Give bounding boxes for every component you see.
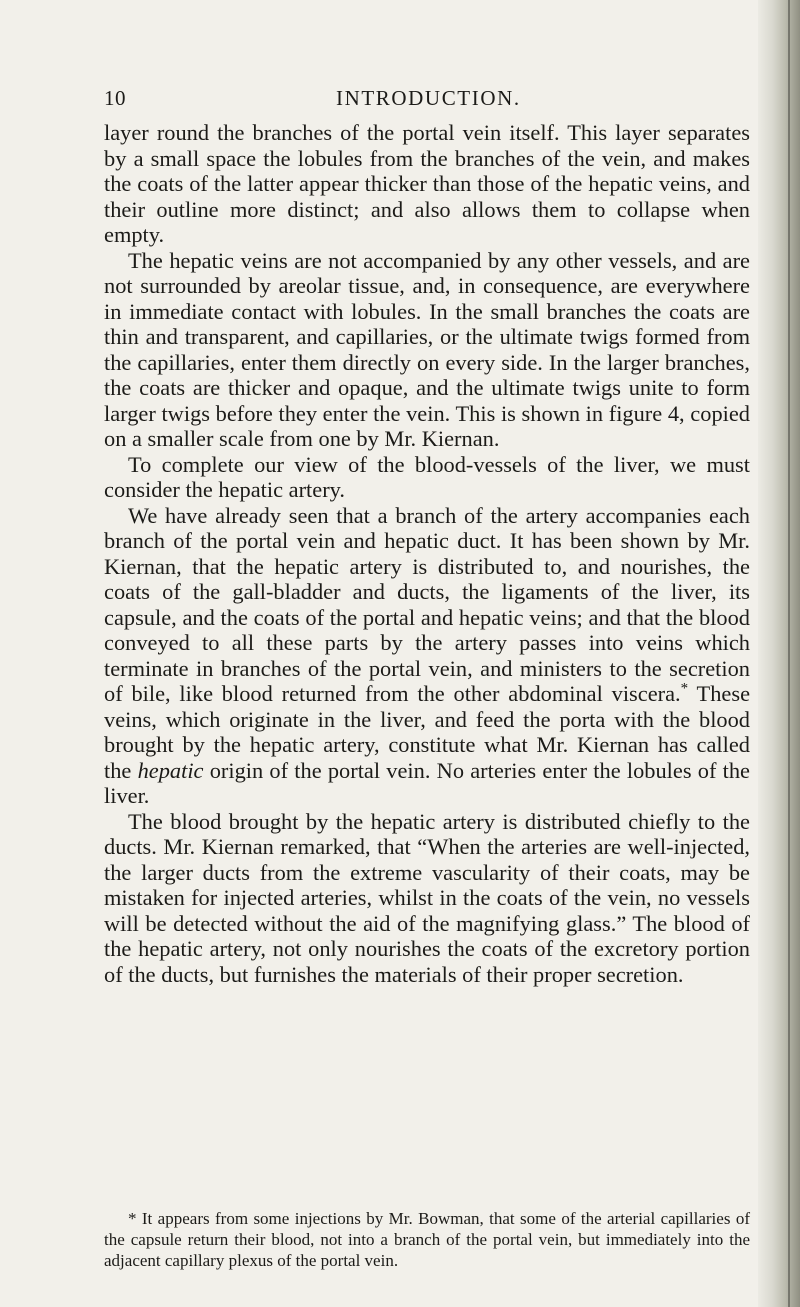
page-number: 10 — [104, 86, 126, 110]
footnote-reference: * — [680, 680, 689, 697]
paragraph-hepatic-veins: The hepatic veins are not accompanied by any other vessels, and are not surrounded by areolar tissue, and, in consequence, are everywhere in immediate contact with lobules. In the small branches the coats are thin and transparent, and capillaries, or the ultimate twigs formed from the capillaries, enter them directly on every side. In the larger branches, the coats are thicker and opaque, and the ultimate twigs unite to form larger twigs before they enter the vein. This is shown in figure 4, copied on a smaller scale from one by Mr. Kiernan. — [104, 247, 750, 451]
footnote — [104, 1208, 750, 1271]
paragraph-text: origin of the portal vein. No arteries enter the lobules of the liver. — [104, 757, 750, 808]
footnote-text: * It appears from some injections by Mr. Bowman, that some of the arterial capillaries of the capsule return their blood, not into a branch of the portal vein, but immediately into the adjacent capillary plexus of the portal vein. — [104, 1209, 750, 1270]
body-text — [104, 120, 750, 987]
paragraph-text: We have already seen that a branch of the artery accompanies each branch of the portal vein and hepatic duct. It has been shown by Mr. Kiernan, that the hepatic artery is distributed to, and nourishes, the coats of the gall-bladder and ducts, the ligaments of the liver, its capsule, and the coats of the portal and hepatic veins; and that the blood conveyed to all these parts by the artery passes into veins which terminate in branches of the portal vein, and ministers to the secretion of bile, like blood returned from the other abdominal viscera. — [104, 502, 750, 706]
running-title: INTRODUCTION. — [336, 86, 521, 110]
page-binding-line — [788, 0, 790, 1307]
paragraph-artery-distribution — [104, 503, 750, 809]
italic-term: hepatic — [137, 757, 204, 783]
paragraph-portal-vein-layer: layer round the branches of the portal vein itself. This layer separates by a small space the lobules from the branches of the vein, and makes the coats of the latter appear thicker than those of the hepatic veins, and their outline more distinct; and also allows them to collapse when empty. — [104, 120, 750, 247]
page-binding-edge — [758, 0, 800, 1307]
paragraph-ducts-blood: The blood brought by the hepatic artery is distributed chiefly to the ducts. Mr. Kiernan remarked, that “When the arteries are well-injected, the larger ducts from the extreme vascularity of their coats, may be mistaken for injected arteries, whilst in the coats of the vein, no vessels will be detected without the aid of the magnifying glass.” The blood of the hepatic artery, not only nourishes the coats of the excretory portion of the ducts, but furnishes the materials of their proper secretion. — [104, 808, 750, 987]
paragraph-hepatic-artery-intro: To complete our view of the blood-vessels of the liver, we must consider the hepatic artery. — [104, 451, 750, 502]
paragraph-text: These veins, which originate in the liver, and feed the porta with the blood brought by the hepatic artery, constitute what Mr. Kiernan has called the — [104, 681, 751, 783]
